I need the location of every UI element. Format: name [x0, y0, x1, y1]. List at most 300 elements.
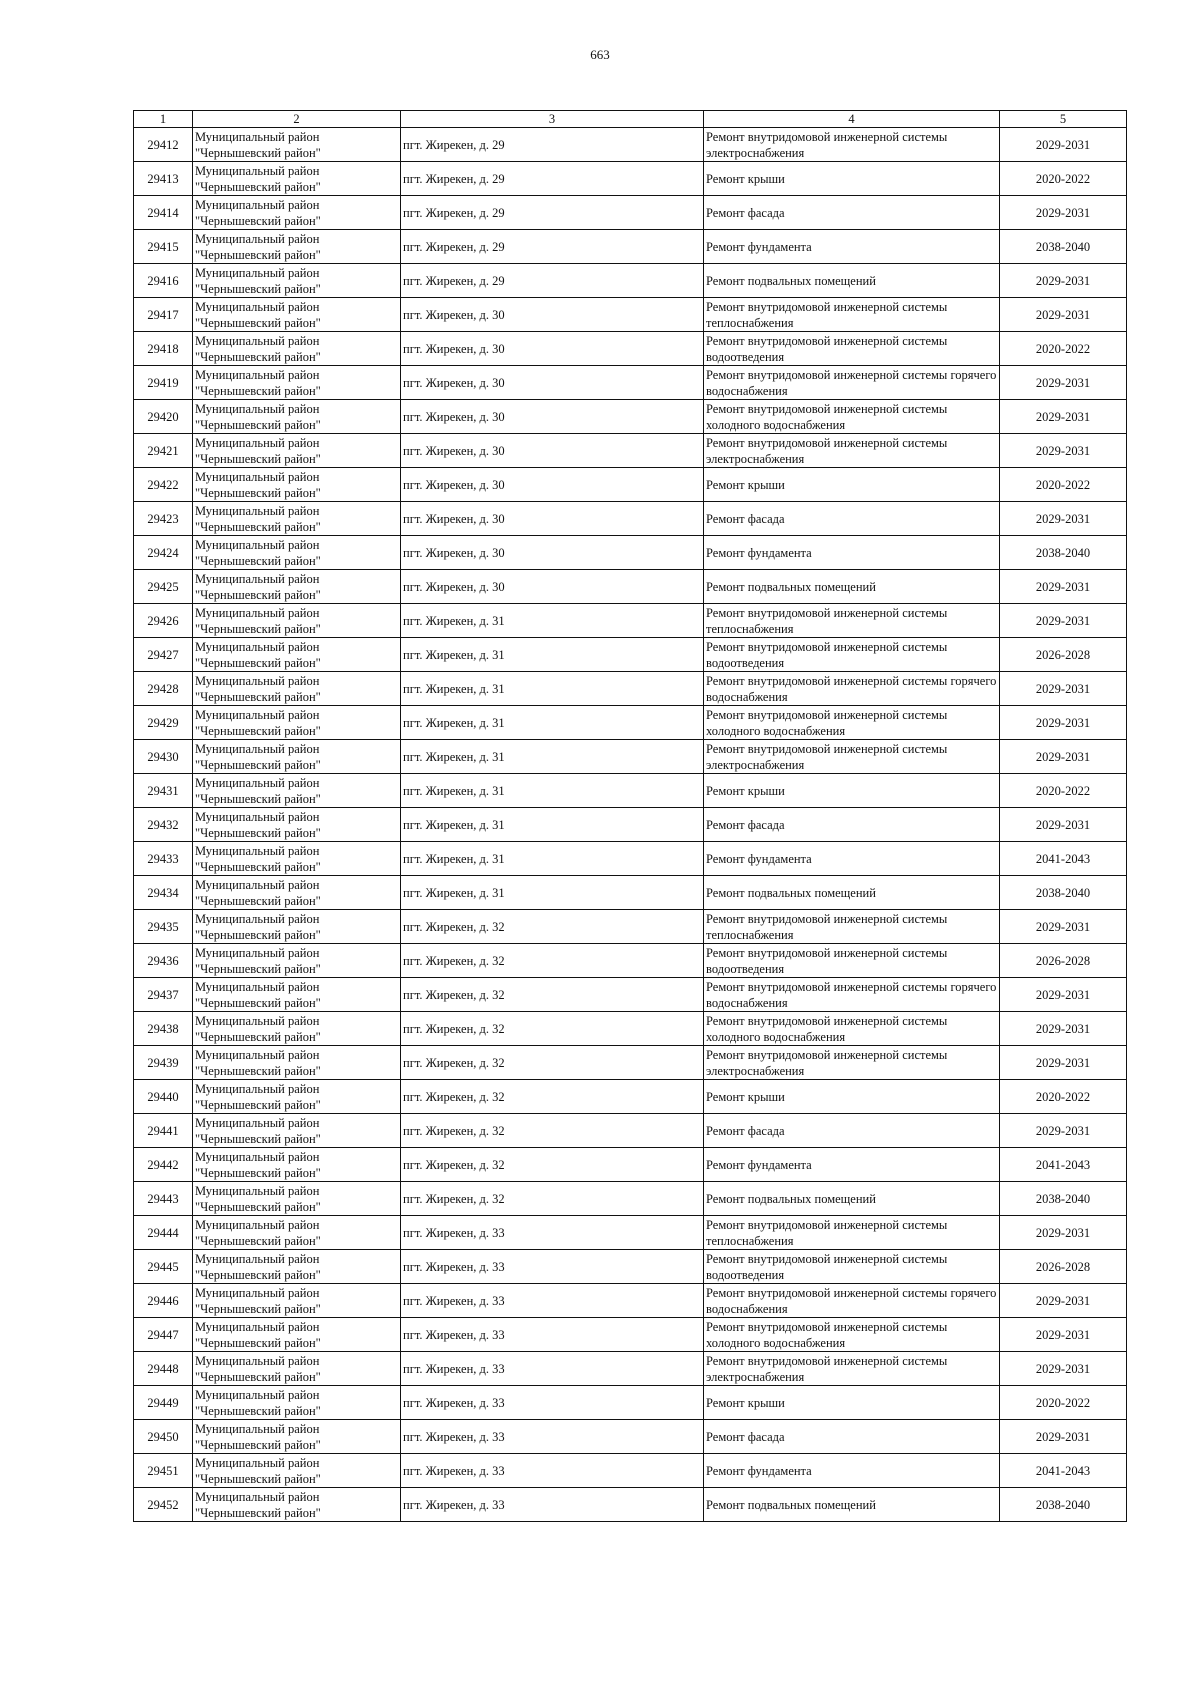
- municipality-cell: [193, 1454, 401, 1488]
- municipality-type: Муниципальный район: [195, 1047, 320, 1062]
- municipality-type: Муниципальный район: [195, 537, 320, 552]
- period-cell: 2029-2031: [1000, 1318, 1127, 1352]
- table-row: [134, 638, 1127, 672]
- municipality-type: Муниципальный район: [195, 809, 320, 824]
- municipality-cell: [193, 502, 401, 536]
- work-type-cell: Ремонт фасада: [704, 502, 1000, 536]
- municipality-type: Муниципальный район: [195, 571, 320, 586]
- address-cell: пгт. Жирекен, д. 31: [401, 876, 704, 910]
- municipality-type: Муниципальный район: [195, 1489, 320, 1504]
- address-cell: пгт. Жирекен, д. 33: [401, 1318, 704, 1352]
- municipality-name: "Чернышевский район": [195, 383, 321, 398]
- municipality-type: Муниципальный район: [195, 1455, 320, 1470]
- row-number: 29429: [134, 706, 193, 740]
- municipality-type: Муниципальный район: [195, 1387, 320, 1402]
- work-type-cell: Ремонт крыши: [704, 162, 1000, 196]
- address-cell: пгт. Жирекен, д. 33: [401, 1284, 704, 1318]
- period-cell: 2029-2031: [1000, 128, 1127, 162]
- address-cell: пгт. Жирекен, д. 32: [401, 978, 704, 1012]
- municipality-name: "Чернышевский район": [195, 655, 321, 670]
- address-cell: пгт. Жирекен, д. 33: [401, 1216, 704, 1250]
- work-type-cell: Ремонт фасада: [704, 1114, 1000, 1148]
- work-type-cell: Ремонт крыши: [704, 1386, 1000, 1420]
- table-body: [134, 128, 1127, 1522]
- period-cell: 2029-2031: [1000, 1114, 1127, 1148]
- address-cell: пгт. Жирекен, д. 32: [401, 1182, 704, 1216]
- table-row: [134, 808, 1127, 842]
- municipality-name: "Чернышевский район": [195, 723, 321, 738]
- column-header-5: 5: [1000, 111, 1127, 128]
- address-cell: пгт. Жирекен, д. 31: [401, 638, 704, 672]
- address-cell: пгт. Жирекен, д. 30: [401, 570, 704, 604]
- row-number: 29438: [134, 1012, 193, 1046]
- municipality-cell: [193, 128, 401, 162]
- work-type-cell: Ремонт внутридомовой инженерной системы холодного водоснабжения: [704, 1318, 1000, 1352]
- municipality-type: Муниципальный район: [195, 1183, 320, 1198]
- row-number: 29423: [134, 502, 193, 536]
- table-row: [134, 264, 1127, 298]
- work-type-cell: Ремонт фундамента: [704, 1148, 1000, 1182]
- municipality-name: "Чернышевский район": [195, 791, 321, 806]
- municipality-type: Муниципальный район: [195, 333, 320, 348]
- period-cell: 2029-2031: [1000, 502, 1127, 536]
- municipality-cell: [193, 1386, 401, 1420]
- table-row: [134, 740, 1127, 774]
- municipality-cell: [193, 332, 401, 366]
- row-number: 29416: [134, 264, 193, 298]
- municipality-cell: [193, 1488, 401, 1522]
- address-cell: пгт. Жирекен, д. 31: [401, 604, 704, 638]
- period-cell: 2029-2031: [1000, 672, 1127, 706]
- municipality-name: "Чернышевский район": [195, 179, 321, 194]
- period-cell: 2020-2022: [1000, 774, 1127, 808]
- table-row: [134, 332, 1127, 366]
- address-cell: пгт. Жирекен, д. 33: [401, 1352, 704, 1386]
- period-cell: 2029-2031: [1000, 366, 1127, 400]
- municipality-name: "Чернышевский район": [195, 485, 321, 500]
- municipality-type: Муниципальный район: [195, 299, 320, 314]
- municipality-type: Муниципальный район: [195, 1353, 320, 1368]
- municipality-name: "Чернышевский район": [195, 1505, 321, 1520]
- municipality-cell: [193, 1216, 401, 1250]
- table-row: [134, 1012, 1127, 1046]
- municipality-name: "Чернышевский район": [195, 315, 321, 330]
- address-cell: пгт. Жирекен, д. 31: [401, 808, 704, 842]
- table-row: [134, 604, 1127, 638]
- table-row: [134, 1454, 1127, 1488]
- municipality-name: "Чернышевский район": [195, 825, 321, 840]
- municipality-name: "Чернышевский район": [195, 689, 321, 704]
- row-number: 29432: [134, 808, 193, 842]
- municipality-cell: [193, 706, 401, 740]
- municipality-type: Муниципальный район: [195, 163, 320, 178]
- table-row: [134, 876, 1127, 910]
- work-type-cell: Ремонт фундамента: [704, 536, 1000, 570]
- period-cell: 2041-2043: [1000, 1148, 1127, 1182]
- period-cell: 2038-2040: [1000, 536, 1127, 570]
- municipality-name: "Чернышевский район": [195, 757, 321, 772]
- period-cell: 2029-2031: [1000, 1216, 1127, 1250]
- municipality-type: Муниципальный район: [195, 741, 320, 756]
- municipality-type: Муниципальный район: [195, 469, 320, 484]
- municipality-name: "Чернышевский район": [195, 1165, 321, 1180]
- row-number: 29421: [134, 434, 193, 468]
- table-row: [134, 1216, 1127, 1250]
- address-cell: пгт. Жирекен, д. 29: [401, 264, 704, 298]
- address-cell: пгт. Жирекен, д. 32: [401, 1114, 704, 1148]
- table-row: [134, 1352, 1127, 1386]
- table-row: [134, 1182, 1127, 1216]
- column-header-4: 4: [704, 111, 1000, 128]
- work-type-cell: Ремонт подвальных помещений: [704, 264, 1000, 298]
- municipality-type: Муниципальный район: [195, 401, 320, 416]
- row-number: 29444: [134, 1216, 193, 1250]
- row-number: 29437: [134, 978, 193, 1012]
- row-number: 29422: [134, 468, 193, 502]
- municipality-cell: [193, 196, 401, 230]
- municipality-cell: [193, 162, 401, 196]
- municipality-name: "Чернышевский район": [195, 213, 321, 228]
- period-cell: 2029-2031: [1000, 604, 1127, 638]
- municipality-type: Муниципальный район: [195, 1115, 320, 1130]
- work-type-cell: Ремонт фундамента: [704, 1454, 1000, 1488]
- table-row: [134, 1250, 1127, 1284]
- work-type-cell: Ремонт внутридомовой инженерной системы холодного водоснабжения: [704, 400, 1000, 434]
- period-cell: 2038-2040: [1000, 1182, 1127, 1216]
- municipality-type: Муниципальный район: [195, 435, 320, 450]
- municipality-cell: [193, 1114, 401, 1148]
- row-number: 29441: [134, 1114, 193, 1148]
- municipality-name: "Чернышевский район": [195, 1369, 321, 1384]
- address-cell: пгт. Жирекен, д. 31: [401, 774, 704, 808]
- period-cell: 2029-2031: [1000, 808, 1127, 842]
- table-row: [134, 298, 1127, 332]
- work-type-cell: Ремонт внутридомовой инженерной системы горячего водоснабжения: [704, 978, 1000, 1012]
- row-number: 29417: [134, 298, 193, 332]
- row-number: 29424: [134, 536, 193, 570]
- period-cell: 2029-2031: [1000, 1420, 1127, 1454]
- municipality-type: Муниципальный район: [195, 673, 320, 688]
- period-cell: 2020-2022: [1000, 1080, 1127, 1114]
- municipality-name: "Чернышевский район": [195, 145, 321, 160]
- municipality-cell: [193, 1318, 401, 1352]
- municipality-type: Муниципальный район: [195, 605, 320, 620]
- work-type-cell: Ремонт подвальных помещений: [704, 1182, 1000, 1216]
- municipality-name: "Чернышевский район": [195, 995, 321, 1010]
- row-number: 29434: [134, 876, 193, 910]
- municipality-name: "Чернышевский район": [195, 1335, 321, 1350]
- row-number: 29433: [134, 842, 193, 876]
- address-cell: пгт. Жирекен, д. 30: [401, 366, 704, 400]
- address-cell: пгт. Жирекен, д. 30: [401, 468, 704, 502]
- row-number: 29436: [134, 944, 193, 978]
- municipality-cell: [193, 1352, 401, 1386]
- work-type-cell: Ремонт фасада: [704, 808, 1000, 842]
- capital-repair-table: [133, 110, 1127, 1522]
- period-cell: 2026-2028: [1000, 638, 1127, 672]
- municipality-cell: [193, 1284, 401, 1318]
- work-type-cell: Ремонт внутридомовой инженерной системы водоотведения: [704, 944, 1000, 978]
- municipality-cell: [193, 468, 401, 502]
- address-cell: пгт. Жирекен, д. 31: [401, 706, 704, 740]
- table-row: [134, 978, 1127, 1012]
- table-row: [134, 1114, 1127, 1148]
- table-row: [134, 1046, 1127, 1080]
- work-type-cell: Ремонт фундамента: [704, 230, 1000, 264]
- work-type-cell: Ремонт внутридомовой инженерной системы холодного водоснабжения: [704, 1012, 1000, 1046]
- row-number: 29435: [134, 910, 193, 944]
- work-type-cell: Ремонт внутридомовой инженерной системы теплоснабжения: [704, 1216, 1000, 1250]
- address-cell: пгт. Жирекен, д. 33: [401, 1386, 704, 1420]
- municipality-name: "Чернышевский район": [195, 281, 321, 296]
- row-number: 29412: [134, 128, 193, 162]
- period-cell: 2029-2031: [1000, 740, 1127, 774]
- period-cell: 2041-2043: [1000, 1454, 1127, 1488]
- municipality-cell: [193, 536, 401, 570]
- period-cell: 2038-2040: [1000, 1488, 1127, 1522]
- period-cell: 2029-2031: [1000, 706, 1127, 740]
- address-cell: пгт. Жирекен, д. 32: [401, 1012, 704, 1046]
- row-number: 29440: [134, 1080, 193, 1114]
- column-header-3: 3: [401, 111, 704, 128]
- work-type-cell: Ремонт внутридомовой инженерной системы водоотведения: [704, 638, 1000, 672]
- address-cell: пгт. Жирекен, д. 32: [401, 910, 704, 944]
- municipality-cell: [193, 638, 401, 672]
- period-cell: 2020-2022: [1000, 1386, 1127, 1420]
- table-row: [134, 944, 1127, 978]
- table-row: [134, 1148, 1127, 1182]
- table-row: [134, 366, 1127, 400]
- period-cell: 2041-2043: [1000, 842, 1127, 876]
- municipality-cell: [193, 876, 401, 910]
- municipality-type: Муниципальный район: [195, 1319, 320, 1334]
- municipality-cell: [193, 672, 401, 706]
- address-cell: пгт. Жирекен, д. 32: [401, 944, 704, 978]
- address-cell: пгт. Жирекен, д. 31: [401, 842, 704, 876]
- municipality-name: "Чернышевский район": [195, 1029, 321, 1044]
- address-cell: пгт. Жирекен, д. 30: [401, 434, 704, 468]
- table-row: [134, 570, 1127, 604]
- period-cell: 2029-2031: [1000, 1284, 1127, 1318]
- work-type-cell: Ремонт внутридомовой инженерной системы теплоснабжения: [704, 298, 1000, 332]
- municipality-name: "Чернышевский район": [195, 961, 321, 976]
- municipality-name: "Чернышевский район": [195, 587, 321, 602]
- period-cell: 2029-2031: [1000, 1012, 1127, 1046]
- municipality-type: Муниципальный район: [195, 1013, 320, 1028]
- municipality-cell: [193, 1148, 401, 1182]
- municipality-cell: [193, 740, 401, 774]
- row-number: 29414: [134, 196, 193, 230]
- page-number: 663: [590, 47, 610, 62]
- table-row: [134, 162, 1127, 196]
- table-row: [134, 468, 1127, 502]
- municipality-cell: [193, 1420, 401, 1454]
- header-row: [134, 111, 1127, 128]
- municipality-cell: [193, 944, 401, 978]
- work-type-cell: Ремонт подвальных помещений: [704, 876, 1000, 910]
- period-cell: 2020-2022: [1000, 162, 1127, 196]
- address-cell: пгт. Жирекен, д. 30: [401, 536, 704, 570]
- municipality-cell: [193, 434, 401, 468]
- address-cell: пгт. Жирекен, д. 29: [401, 162, 704, 196]
- period-cell: 2026-2028: [1000, 944, 1127, 978]
- work-type-cell: Ремонт фундамента: [704, 842, 1000, 876]
- municipality-type: Муниципальный район: [195, 1421, 320, 1436]
- municipality-cell: [193, 400, 401, 434]
- municipality-cell: [193, 604, 401, 638]
- row-number: 29445: [134, 1250, 193, 1284]
- period-cell: 2029-2031: [1000, 434, 1127, 468]
- period-cell: 2026-2028: [1000, 1250, 1127, 1284]
- municipality-name: "Чернышевский район": [195, 519, 321, 534]
- row-number: 29418: [134, 332, 193, 366]
- table-row: [134, 196, 1127, 230]
- municipality-name: "Чернышевский район": [195, 859, 321, 874]
- row-number: 29439: [134, 1046, 193, 1080]
- address-cell: пгт. Жирекен, д. 29: [401, 230, 704, 264]
- table-row: [134, 1386, 1127, 1420]
- municipality-name: "Чернышевский район": [195, 893, 321, 908]
- municipality-cell: [193, 1012, 401, 1046]
- address-cell: пгт. Жирекен, д. 33: [401, 1488, 704, 1522]
- work-type-cell: Ремонт внутридомовой инженерной системы холодного водоснабжения: [704, 706, 1000, 740]
- municipality-type: Муниципальный район: [195, 503, 320, 518]
- municipality-cell: [193, 1046, 401, 1080]
- row-number: 29442: [134, 1148, 193, 1182]
- row-number: 29450: [134, 1420, 193, 1454]
- municipality-type: Муниципальный район: [195, 1217, 320, 1232]
- table-row: [134, 672, 1127, 706]
- municipality-name: "Чернышевский район": [195, 1403, 321, 1418]
- address-cell: пгт. Жирекен, д. 32: [401, 1080, 704, 1114]
- municipality-type: Муниципальный район: [195, 843, 320, 858]
- municipality-cell: [193, 366, 401, 400]
- work-type-cell: Ремонт фасада: [704, 196, 1000, 230]
- row-number: 29452: [134, 1488, 193, 1522]
- municipality-name: "Чернышевский район": [195, 1097, 321, 1112]
- municipality-type: Муниципальный район: [195, 1251, 320, 1266]
- work-type-cell: Ремонт подвальных помещений: [704, 570, 1000, 604]
- row-number: 29420: [134, 400, 193, 434]
- table-row: [134, 842, 1127, 876]
- municipality-type: Муниципальный район: [195, 877, 320, 892]
- address-cell: пгт. Жирекен, д. 29: [401, 196, 704, 230]
- municipality-name: "Чернышевский район": [195, 417, 321, 432]
- table-row: [134, 706, 1127, 740]
- row-number: 29449: [134, 1386, 193, 1420]
- table-row: [134, 502, 1127, 536]
- municipality-name: "Чернышевский район": [195, 451, 321, 466]
- municipality-type: Муниципальный район: [195, 945, 320, 960]
- municipality-name: "Чернышевский район": [195, 1267, 321, 1282]
- period-cell: 2029-2031: [1000, 196, 1127, 230]
- period-cell: 2029-2031: [1000, 264, 1127, 298]
- municipality-type: Муниципальный район: [195, 265, 320, 280]
- address-cell: пгт. Жирекен, д. 32: [401, 1046, 704, 1080]
- column-header-1: 1: [134, 111, 193, 128]
- address-cell: пгт. Жирекен, д. 33: [401, 1420, 704, 1454]
- address-cell: пгт. Жирекен, д. 30: [401, 332, 704, 366]
- municipality-name: "Чернышевский район": [195, 1063, 321, 1078]
- municipality-name: "Чернышевский район": [195, 927, 321, 942]
- table-row: [134, 230, 1127, 264]
- address-cell: пгт. Жирекен, д. 30: [401, 502, 704, 536]
- row-number: 29427: [134, 638, 193, 672]
- municipality-type: Муниципальный район: [195, 367, 320, 382]
- municipality-name: "Чернышевский район": [195, 553, 321, 568]
- row-number: 29446: [134, 1284, 193, 1318]
- row-number: 29419: [134, 366, 193, 400]
- municipality-name: "Чернышевский район": [195, 1131, 321, 1146]
- row-number: 29428: [134, 672, 193, 706]
- table-row: [134, 1284, 1127, 1318]
- work-type-cell: Ремонт внутридомовой инженерной системы горячего водоснабжения: [704, 366, 1000, 400]
- row-number: 29415: [134, 230, 193, 264]
- municipality-name: "Чернышевский район": [195, 1471, 321, 1486]
- municipality-type: Муниципальный район: [195, 1149, 320, 1164]
- row-number: 29443: [134, 1182, 193, 1216]
- municipality-type: Муниципальный район: [195, 1285, 320, 1300]
- municipality-type: Муниципальный район: [195, 129, 320, 144]
- table-row: [134, 1318, 1127, 1352]
- table-row: [134, 128, 1127, 162]
- work-type-cell: Ремонт внутридомовой инженерной системы горячего водоснабжения: [704, 672, 1000, 706]
- period-cell: 2029-2031: [1000, 570, 1127, 604]
- column-header-2: 2: [193, 111, 401, 128]
- period-cell: 2020-2022: [1000, 332, 1127, 366]
- municipality-name: "Чернышевский район": [195, 247, 321, 262]
- municipality-cell: [193, 774, 401, 808]
- address-cell: пгт. Жирекен, д. 30: [401, 400, 704, 434]
- municipality-cell: [193, 264, 401, 298]
- work-type-cell: Ремонт фасада: [704, 1420, 1000, 1454]
- municipality-cell: [193, 1182, 401, 1216]
- work-type-cell: Ремонт внутридомовой инженерной системы электроснабжения: [704, 1046, 1000, 1080]
- table-header: [134, 111, 1127, 128]
- work-type-cell: Ремонт внутридомовой инженерной системы водоотведения: [704, 1250, 1000, 1284]
- municipality-type: Муниципальный район: [195, 707, 320, 722]
- period-cell: 2029-2031: [1000, 1352, 1127, 1386]
- municipality-type: Муниципальный район: [195, 979, 320, 994]
- work-type-cell: Ремонт крыши: [704, 1080, 1000, 1114]
- municipality-type: Муниципальный район: [195, 197, 320, 212]
- work-type-cell: Ремонт внутридомовой инженерной системы электроснабжения: [704, 434, 1000, 468]
- period-cell: 2029-2031: [1000, 978, 1127, 1012]
- table-row: [134, 774, 1127, 808]
- address-cell: пгт. Жирекен, д. 29: [401, 128, 704, 162]
- row-number: 29447: [134, 1318, 193, 1352]
- row-number: 29430: [134, 740, 193, 774]
- period-cell: 2029-2031: [1000, 910, 1127, 944]
- period-cell: 2029-2031: [1000, 298, 1127, 332]
- municipality-name: "Чернышевский район": [195, 349, 321, 364]
- municipality-cell: [193, 1080, 401, 1114]
- address-cell: пгт. Жирекен, д. 30: [401, 298, 704, 332]
- work-type-cell: Ремонт внутридомовой инженерной системы теплоснабжения: [704, 604, 1000, 638]
- work-type-cell: Ремонт внутридомовой инженерной системы электроснабжения: [704, 128, 1000, 162]
- row-number: 29426: [134, 604, 193, 638]
- address-cell: пгт. Жирекен, д. 31: [401, 672, 704, 706]
- work-type-cell: Ремонт внутридомовой инженерной системы электроснабжения: [704, 1352, 1000, 1386]
- period-cell: 2038-2040: [1000, 876, 1127, 910]
- municipality-type: Муниципальный район: [195, 639, 320, 654]
- work-type-cell: Ремонт подвальных помещений: [704, 1488, 1000, 1522]
- municipality-name: "Чернышевский район": [195, 621, 321, 636]
- municipality-name: "Чернышевский район": [195, 1437, 321, 1452]
- municipality-name: "Чернышевский район": [195, 1233, 321, 1248]
- table-row: [134, 1080, 1127, 1114]
- row-number: 29451: [134, 1454, 193, 1488]
